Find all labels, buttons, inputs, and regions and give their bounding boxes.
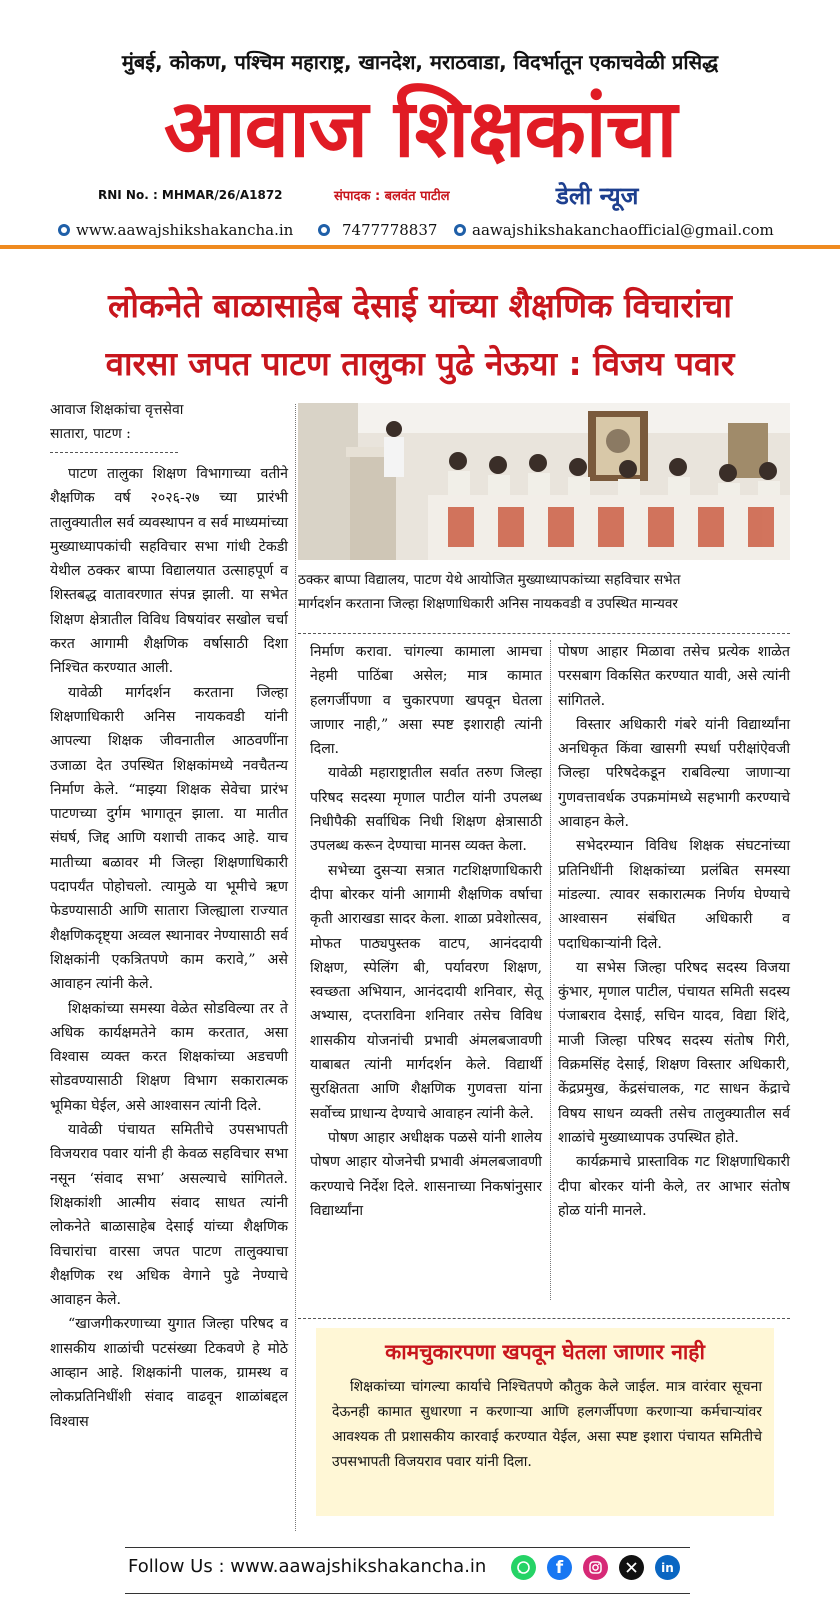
rni-number: RNI No. : MHMAR/26/A1872 (98, 188, 283, 202)
event-photo-illustration (298, 403, 790, 560)
byline-separator (50, 452, 178, 453)
phone-contact[interactable] (318, 221, 437, 239)
highlight-box-body: शिक्षकांच्या चांगल्या कार्याचे निश्चितपणे कौतुक केले जाईल. मात्र वारंवार सूचना देऊनही कामात सुधारणा न करणाऱ्या आणि हलगर्जीपणा करणाऱ्या कर्मचाऱ्यांवर आवश्यक ती प्रशासकीय कारवाई करण्यात येईल, असा स्पष्ट इशारा पंचायत समितीचे उपसभापती विजयराव पवार यांनी दिला. (332, 1379, 762, 1470)
box-separator (298, 1318, 790, 1319)
photo-caption (298, 568, 790, 616)
article-paragraph: या सभेस जिल्हा परिषद सदस्य विजया कुंभार, मृणाल पाटील, पंचायत समिती सदस्य पंजाबराव देसाई, सचिन यादव, विद्या शिंदे, माजी जिल्हा परिषद सदस्य संतोष गिरी, विक्रमसिंह देसाई, शिक्षण विस्तार अधिकारी, केंद्रप्रमुख, केंद्रसंचालक, गट साधन केंद्राचे विषय साधन व्यक्ती तसेच तालुक्यातील सर्व शाळांचे मुख्याध्यापक उपस्थित होते. (558, 959, 790, 1146)
follow-us-text[interactable]: Follow Us : www.aawajshikshakancha.in (128, 1556, 487, 1577)
article-column-2 (310, 640, 542, 1223)
article-paragraph: यावेळी पंचायत समितीचे उपसभापती विजयराव पवार यांनी ही केवळ सहविचार सभा नसून ‘संवाद सभा’ असल्याचे सांगितले. शिक्षकांशी आत्मीय संवाद साधत त्यांनी लोकनेते बाळासाहेब देसाई यांच्या शैक्षणिक विचारांचा वारसा जपत पाटण तालुक्याचा शैक्षणिक रथ अधिक वेगाने पुढे नेण्याचे आवाहन केले. (50, 1122, 288, 1309)
article-column-3 (558, 640, 790, 1223)
article-paragraph: विस्तार अधिकारी गंबरे यांनी विद्यार्थ्यांना अनधिकृत किंवा खासगी स्पर्धा परीक्षांऐवजी जिल्हा परिषदेकडून राबविल्या जाणाऱ्या गुणवत्तावर्धक उपक्रमांमध्ये सहभागी करण्याचे आवाहन केले. (558, 716, 790, 831)
phone-icon (318, 224, 330, 236)
x-icon[interactable] (619, 1555, 644, 1580)
daily-news-label: डेली न्यूज (556, 182, 639, 210)
newspaper-title: आवाज शिक्षकांचा (163, 81, 677, 175)
email-contact[interactable] (454, 221, 774, 239)
x-glyph (625, 1561, 638, 1574)
masthead-tagline: मुंबई, कोकण, पश्चिम महाराष्ट्र, खानदेश, मराठवाडा, विदर्भातून एकाचवेळी प्रसिद्ध (121, 50, 719, 74)
article-column-1 (50, 462, 288, 1434)
article-paragraph: यावेळी मार्गदर्शन करताना जिल्हा शिक्षणाधिकारी अनिस नायकवडी यांनी आपल्या शिक्षक जीवनातील आठवणींना उजाळा देत उपस्थित शिक्षकांमध्ये नवचैतन्य निर्माण केले. “माझ्या शिक्षक सेवेचा प्रारंभ पाटणच्या दुर्गम भागातून झाला. या मातीत संघर्ष, जिद्द आणि यशाची ताकद आहे. याच मातीच्या बळावर मी जिल्हा शिक्षणाधिकारी पदापर्यंत पोहोचलो. त्यामुळे या भूमीचे ऋण फेडण्यासाठी आणि सातारा जिल्ह्याला राज्यात शैक्षणिकदृष्ट्या अव्वल स्थानावर नेण्यासाठी सर्व शिक्षकांनी एकत्रितपणे काम करावे,” असे आवाहन त्यांनी केले. (50, 684, 288, 993)
article-paragraph: पोषण आहार मिळावा तसेच प्रत्येक शाळेत परसबाग विकसित करण्यात यावी, असे त्यांनी सांगितले. (558, 644, 790, 709)
article-paragraph: “खाजगीकरणाच्या युगात जिल्हा परिषद व शासकीय शाळांची पटसंख्या टिकवणे हे मोठे आव्हान आहे. शिक्षकांनी पालक, ग्रामस्थ व लोकप्रतिनिधींशी संवाद वाढवून शाळांबद्दल विश्वास (50, 1316, 288, 1430)
byline-agency: आवाज शिक्षकांचा वृत्तसेवा (50, 402, 184, 418)
photo-caption-line-1: ठक्कर बाप्पा विद्यालय, पाटण येथे आयोजित मुख्याध्यापकांच्या सहविचार सभेत (298, 572, 681, 588)
footer-rule-top (125, 1547, 690, 1548)
website-text[interactable]: www.aawajshikshakancha.in (76, 221, 294, 239)
column-divider-1 (295, 404, 296, 1531)
article-paragraph: पाटण तालुका शिक्षण विभागाच्या वतीने शैक्षणिक वर्ष २०२६-२७ च्या प्रारंभी तालुक्यातील सर्व व्यवस्थापन व सर्व माध्यमांच्या मुख्याध्यापकांची सहविचार सभा गांधी टेकडी येथील ठक्कर बाप्पा विद्यालयात उत्साहपूर्ण व शिस्तबद्ध वातावरणात संपन्न झाली. या सभेत शिक्षण क्षेत्रातील विविध विषयांवर सखोल चर्चा करत आगामी शैक्षणिक वर्षासाठी दिशा निश्चित करण्यात आली. (50, 466, 288, 677)
highlight-box-title: कामचुकारपणा खपवून घेतला जाणार नाही (385, 1340, 705, 1364)
linkedin-icon[interactable]: in (655, 1555, 680, 1580)
article-paragraph: सभेदरम्यान विविध शिक्षक संघटनांच्या प्रतिनिधींनी शिक्षकांच्या प्रलंबित समस्या मांडल्या. त्यावर सकारात्मक निर्णय घेण्याचे आश्वासन संबंधित अधिकारी व पदाधिकाऱ्यांनी दिले. (558, 838, 790, 952)
website-contact[interactable] (58, 221, 293, 239)
article-paragraph: पोषण आहार अधीक्षक पळसे यांनी शालेय पोषण आहार योजनेची प्रभावी अंमलबजावणी करण्याचे निर्देश दिले. शासनाच्या निकषांनुसार विद्यार्थ्यांना (310, 1129, 542, 1219)
photo-caption-line-2: मार्गदर्शन करताना जिल्हा शिक्षणाधिकारी अनिस नायकवडी व उपस्थित मान्यवर (298, 596, 678, 612)
caption-separator (298, 633, 790, 634)
whatsapp-icon[interactable] (511, 1555, 536, 1580)
email-text[interactable]: aawajshikshakanchaofficial@gmail.com (472, 221, 774, 239)
event-photo (298, 403, 790, 560)
whatsapp-glyph (516, 1560, 531, 1575)
headline-line-1: लोकनेते बाळासाहेब देसाई यांच्या शैक्षणिक विचारांचा (108, 286, 732, 325)
article-paragraph: कार्यक्रमाचे प्रास्ताविक गट शिक्षणाधिकारी दीपा बोरकर यांनी केले, तर आभार संतोष होळ यांनी मानले. (558, 1154, 790, 1219)
editor-name: संपादक : बलवंत पाटील (334, 189, 450, 204)
article-paragraph: यावेळी महाराष्ट्रातील सर्वात तरुण जिल्हा परिषद सदस्या मृणाल पाटील यांनी उपलब्ध निधीपैकी सर्वाधिक निधी शिक्षण क्षेत्रासाठी उपलब्ध करून देण्याचा मानस व्यक्त केला. (310, 765, 542, 855)
facebook-icon[interactable]: f (547, 1555, 572, 1580)
instagram-glyph (588, 1560, 603, 1575)
article-paragraph: सभेच्या दुसऱ्या सत्रात गटशिक्षणाधिकारी दीपा बोरकर यांनी आगामी शैक्षणिक वर्षाचा कृती आराखडा सादर केला. शाळा प्रवेशोत्सव, मोफत पाठ्यपुस्तक वाटप, आनंददायी शिक्षण, स्पेलिंग बी, पर्यावरण शिक्षण, स्वच्छता अभियान, आनंददायी शनिवार, सेतू अभ्यास, दप्तराविना शनिवार तसेच विविध शासकीय योजनांची प्रभावी अंमलबजावणी याबाबत त्यांनी मार्गदर्शन केले. विद्यार्थी सुरक्षितता आणि शैक्षणिक गुणवत्ता यांना सर्वोच्च प्राधान्य देण्याचे आवाहन त्यांनी केले. (310, 862, 542, 1122)
column-divider-2 (550, 640, 551, 1300)
phone-text[interactable]: 7477778837 (342, 221, 438, 239)
byline (50, 398, 183, 446)
email-icon (454, 224, 466, 236)
byline-place: सातारा, पाटण : (50, 426, 131, 442)
headline-line-2: वारसा जपत पाटण तालुका पुढे नेऊया : विजय पवार (105, 344, 735, 383)
footer-rule-bottom (125, 1593, 690, 1594)
masthead-divider (0, 245, 840, 249)
globe-icon (58, 224, 70, 236)
article-paragraph: निर्माण करावा. चांगल्या कामाला आमचा नेहमी पाठिंबा असेल; मात्र कामात हलगर्जीपणा व चुकारपणा खपवून घेतला जाणार नाही,” असा स्पष्ट इशाराही त्यांनी दिला. (310, 644, 542, 758)
article-paragraph: शिक्षकांच्या समस्या वेळेत सोडविल्या तर ते अधिक कार्यक्षमतेने काम करतात, असा विश्वास व्यक्त करत शिक्षकांच्या अडचणी सोडवण्यासाठी शिक्षण विभाग सकारात्मक भूमिका घेईल, असे आश्वासन त्यांनी दिले. (50, 1000, 288, 1114)
instagram-icon[interactable] (583, 1555, 608, 1580)
